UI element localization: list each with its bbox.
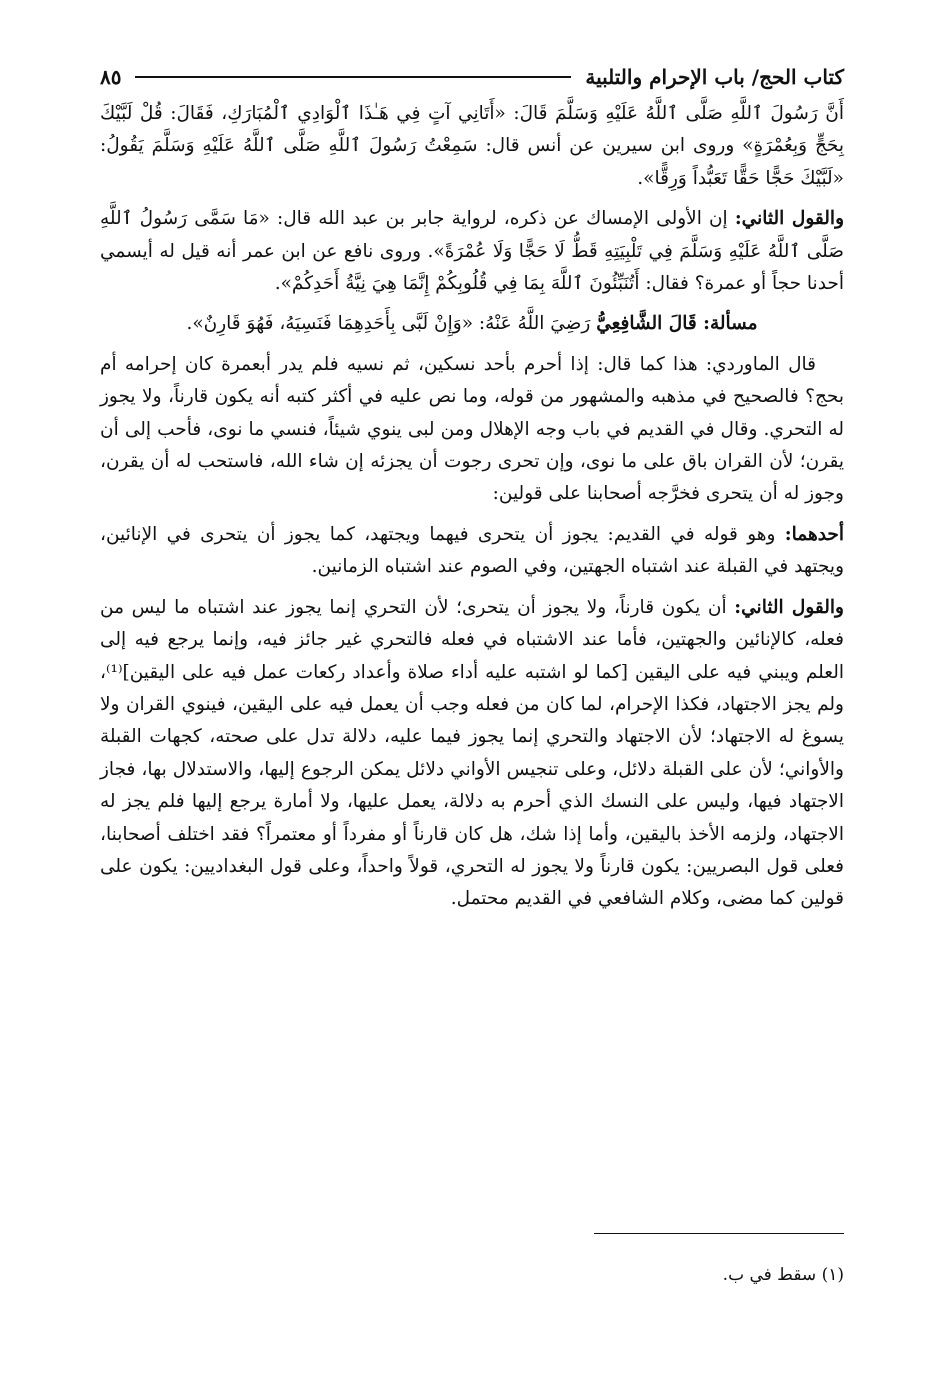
paragraph-text: قال الماوردي: هذا كما قال: إذا أحرم بأحد نسكين، ثم نسيه فلم يدر أبعمرة كان إحرامه أم بحج؟ فالصحيح في مذهبه والمشهور من قوله، وما نص عليه في أكثر كتبه أنه يكون قارناً، ولا يجوز له التحري. وقال في القديم في باب وجه الإهلال ومن لبى ينوي شيئاً، فنسي ما نوى، فأحب إلى أن يقرن؛ لأن القران باق على ما نوى، وإن تحرى رجوت أن يجزئه إن شاء الله، فاستحب له أن يقرن، وجوز له أن يتحرى فخرَّجه أصحابنا على قولين: <box>100 353 844 505</box>
paragraph-2 <box>100 203 844 300</box>
paragraph-text: إن الأولى الإمساك عن ذكره، لرواية جابر بن عبد الله قال: «مَا سَمَّى رَسُولُ ٱللَّهِ صَلَّى ٱللَّهُ عَلَيْهِ وَسَلَّمَ فِي تَلْبِيَتِهِ قَطُّ لَا حَجًّا وَلَا عُمْرَةً». وروى نافع عن ابن عمر أنه قيل له أيسمي أحدنا حجاً أو عمرة؟ فقال: أَتُنَبِّئُونَ ٱللَّهَ بِمَا فِي قُلُوبِكُمْ إِنَّمَا هِيَ نِيَّةُ أَحَدِكُمْ». <box>100 208 844 295</box>
footnote <box>100 1262 844 1288</box>
page-number: ٨٥ <box>100 65 122 89</box>
masala-heading <box>100 308 844 340</box>
paragraph-lead: أحدهما: <box>784 523 844 545</box>
paragraph-text: أَنَّ رَسُولَ ٱللَّهِ صَلَّى ٱللَّهُ عَلَيْهِ وَسَلَّمَ قَالَ: «أَتَانِي آتٍ فِي هَـٰذَا ٱلْوَادِي ٱلْمُبَارَكِ، فَقَالَ: قُلْ لَبَّيْكَ بِحَجٍّ وَبِعُمْرَةٍ» وروى ابن سيرين عن أنس قال: سَمِعْتُ رَسُولَ ٱللَّهِ صَلَّى ٱللَّهُ عَلَيْهِ وَسَلَّمَ يَقُولُ: «لَبَّيْكَ حَجًّا حَقًّا تَعَبُّداً وَرِقًّا». <box>100 103 844 189</box>
paragraph-lead: والقول الثاني: <box>734 208 844 230</box>
running-header <box>100 60 844 94</box>
paragraph-4 <box>100 349 844 511</box>
paragraph-6 <box>100 592 844 916</box>
footnote-text: سقط في ب. <box>722 1265 817 1285</box>
paragraph-lead: والقول الثاني: <box>734 596 844 618</box>
paragraph-1 <box>100 98 844 195</box>
main-text <box>100 98 844 924</box>
header-rule <box>135 76 571 78</box>
chapter-title: كتاب الحج/ باب الإحرام والتلبية <box>585 65 844 89</box>
footnote-number: (١) <box>821 1265 844 1285</box>
paragraph-text: أن يكون قارناً، ولا يجوز أن يتحرى؛ لأن التحري إنما يجوز عند اشتباه ما ليس من فعله، كالإنائين والجهتين، فأما عند الاشتباه في فعله فالتحري غير جائز فيه، وإنما يرجع فيه إلى العلم ويبني فيه على اليقين [كما لو اشتبه عليه أداء صلاة وأعداد ركعات عمل فيه على اليقين]⁽¹⁾، ولم يجز الاجتهاد، فكذا الإحرام، لما كان من فعله وجب أن يعمل فيه على اليقين، فينوي القران ولا يسوغ له الاجتهاد؛ لأن الاجتهاد والتحري إنما يجوز فيما عليه، دلالة تدل على صحته، كجهات القبلة والأواني؛ لأن على القبلة دلائل، وعلى تنجيس الأواني دلائل يمكن الرجوع إليها، والاستدلال بها، فجاز الاجتهاد فيها، وليس على النسك الذي أحرم به دلالة، يعمل عليها، ولا أمارة يرجع إليها فلم يجز له الاجتهاد، ولزمه الأخذ باليقين، وأما إذا شك، هل كان قارناً أو مفرداً أو معتمراً؟ فقد اختلف أصحابنا، فعلى قول البصريين: يكون قارناً ولا يجوز له التحري، قولاً واحداً، وعلى قول البغداديين: يكون على قولين كما مضى، وكلام الشافعي في القديم محتمل. <box>100 596 844 910</box>
paragraph-5 <box>100 519 844 584</box>
paragraph-text: وهو قوله في القديم: يجوز أن يتحرى فيهما ويجتهد، كما يجوز أن يتحرى في الإنائين، ويجتهد في القبلة عند اشتباه الجهتين، وفي الصوم عند اشتباه الزمانين. <box>100 523 844 578</box>
footnote-rule <box>594 1233 844 1234</box>
paragraph-text: رَضِيَ اللَّهُ عَنْهُ: «وَإِنْ لَبَّى بِأَحَدِهِمَا فَنَسِيَهُ، فَهُوَ قَارِنٌ». <box>186 313 591 335</box>
paragraph-lead: مسألة: قَالَ الشَّافِعِيُّ <box>596 313 758 335</box>
